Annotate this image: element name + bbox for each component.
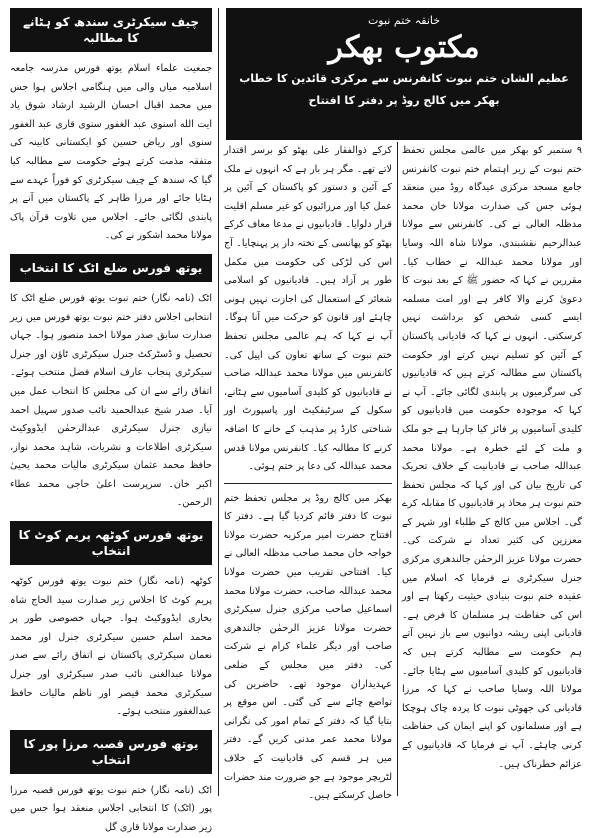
- masthead-subtitle-2: بھکر میں کالج روڈ پر دفتر کا افتتاح: [308, 94, 500, 107]
- middle-column: [224, 142, 392, 802]
- section-heading: چیف سیکرٹری سندھ کو ہٹانے کا مطالبہ: [10, 8, 212, 52]
- section-body: جمعیت علماء اسلام یوتھ فورس مدرسہ جامعہ اسلامیہ میاں والی میں ہنگامی اجلاس ہوا جس میں محمد اقبال احسان الرشید ارشاد شوق یاد ایت الله اسنوی عبد الغفور سنوی قاری عبد الغفور سنوی اور ریاض حسین کو ایکستانی کابینہ کی متفقہ مذمت کرتے ہوئے حکومت سے مطالبہ کیا گیا کہ سندھ کے چیف سیکرٹری کو فوراً عہدے سے ہٹایا جائے اور مرزا طاہر کے پاکستان میں آنے پر پابندی لگائی جائے۔ اجلاس میں تلاوت قرآن پاک مولانا محمد اشکور نے کی۔: [10, 63, 212, 242]
- masthead-title: مکتوب بھکر: [328, 30, 480, 65]
- masthead: [226, 8, 582, 140]
- right-article-body: ۹ ستمبر کو بھکر میں عالمی مجلس تحفظ ختم نبوت کے زیر اہتمام ختم نبوت کانفرنس جامع مسجد مرکزی عیدگاہ روڈ میں منعقد ہوئی جس کی صدارت مولانا خان محمد مدظلہ العالی نے کی۔ کانفرنس سے مولانا عبدالرحیم نقشبندی، مولانا شاہ اللہ وسایا اور مولانا محمد عبداللہ نے خطاب کیا۔ مقررین نے کہا کہ حضور ﷺ کے بعد نبوت کا دعویٰ کرنے والا کافر ہے اور امت مسلمہ ایسے کسی شخص کو برداشت نہیں کرسکتی۔ انہوں نے کہا کہ قادیانی پاکستان کے آئین کو تسلیم نہیں کرتے اور حکومت پاکستان سے مطالبہ کرتے ہیں کہ قادیانیوں کی سرگرمیوں پر پابندی لگائی جائے۔ آپ نے کہا کہ موجودہ حکومت میں قادیانیوں کو کلیدی آسامیوں پر فائز کیا جارہا ہے جو ملک و ملت کے لئے خطرہ ہے۔ مولانا محمد عبداللہ صاحب نے قادیانیت کے خلاف تحریک کی تاریخ بیان کی اور کہا کہ مجلس تحفظ ختم نبوت ہر محاذ پر قادیانیوں کا مقابلہ کرے گی۔ اجلاس میں کالج کے طلباء اور شہر کے معززین کی کثیر تعداد نے شرکت کی۔ حضرت مولانا عزیز الرحمٰن جالندھری مرکزی جنرل سیکرٹری نے فرمایا کہ اسلام میں عقیدہ ختم نبوت بنیادی حیثیت رکھتا ہے اور اس کی حفاظت ہر مسلمان کا فرض ہے۔ قادیانی اپنی ریشہ دوانیوں سے باز نہیں آتے ہم حکومت سے مطالبہ کرتے ہیں کہ قادیانیوں کو کلیدی آسامیوں سے ہٹایا جائے۔ مولانا اللہ وسایا صاحب نے کہا کہ مرزا قادیانی کی جھوٹی نبوت کا پردہ چاک ہوچکا ہے اور مسلمانوں کو اپنے ایمان کی حفاظت کرنی چاہئے۔ آپ نے فرمایا کہ قادیانیوں کے عزائم خطرناک ہیں۔: [402, 145, 582, 770]
- section-body: اٹک (نامہ نگار) ختم نبوت یوتھ فورس ضلع اٹک کا انتخابی اجلاس دفتر ختم نبوت یوتھ فورس میں زیر صدارت سابق صدر مولانا احمد منصور ہوا۔ جہاں تحصیل و ڈسٹرکٹ جنرل سیکرٹری ٹاؤن اور جنرل سیکرٹری پنجاب عارف اسلام فضل منتخب ہوئے۔ اتفاق رائے سے ان کی مجلس کا انتخاب عمل میں آیا۔ صدر شیخ عبدالحمید نائب صدور سہیل احمد نیازی جنرل سیکرٹری عبدالرحمٰن ایڈووکیٹ سیکرٹری اطلاعات و نشریات، شاہد محمد نواز، حافظ محمد عثمان سیکرٹری مالیات محمد یحییٰ اکبر خان۔ سرپرست اعلیٰ حاجی محمد عطاء الرحمن۔: [10, 292, 212, 509]
- middle-article-top: کرکے ذوالفقار علی بھٹو کو برسر اقتدار لاتے تھے۔ مگر ہر بار ہے کہ انہوں نے ملک کے آئین و دستور کو پاکستان کے آئین پر عمل کیا اور مرزائیوں کو غیر مسلم اقلیت قرار دلوایا۔ قادیانیوں نے مدعا معاف کرکے بھٹو کو پھانسی کے تختہ دار پر پہنچایا۔ آج اس کی لڑکی کی حکومت میں مکمل طور پر آزاد ہیں۔ قادیانیوں کو اسلامی شعائر کے استعمال کی اجازت نہیں ہونی چاہئے اور قانون کو حرکت میں آنا ہوگا۔ آپ نے کہا کہ ہم عالمی مجلس تحفظ ختم نبوت کے ساتھ تعاون کی اپیل کی۔ کانفرنس میں مولانا محمد عبداللہ صاحب نے قادیانیوں کو کلیدی آسامیوں سے ہٹانے، سکول کے سرٹیفکیٹ اور پاسپورٹ اور شناختی کارڈ پر مذہب کے خانے کا اضافہ کرنے کا مطالبہ کیا۔ کانفرنس مولانا قدس محمد عبداللہ کی دعا پر ختم ہوئی۔: [224, 145, 392, 473]
- article-divider: [224, 483, 392, 484]
- column-divider: [397, 142, 398, 796]
- masthead-kicker: خانقہ ختم نبوت: [367, 14, 441, 27]
- section-heading: یوتھ فورس کوٹھہ پریم کوٹ کا انتخاب: [10, 521, 212, 565]
- section-body: کوٹھہ (نامہ نگار) ختم نبوت یوتھ فورس کوٹھہ پریم کوٹ کا اجلاس زیر صدارت سید الحاج شاہ بخاری ایڈووکیٹ ہوا۔ جہاں خصوصی طور پر محمد اسلم حسین سیکرٹری جنرل اور محمد نعمان سیکرٹری پاکستان نے اتفاق رائے سے صدر مولانا عبدالغنی نائب صدر سیکرٹری اور جنرل سیکرٹری محمد قیصر اور ناظم مالیات حافظ عبدالغفور منتخب ہوئے۔: [10, 576, 212, 718]
- section-heading: یوتھ فورس قصبہ مرزا پور کا انتخاب: [10, 730, 212, 774]
- right-column: [402, 142, 582, 796]
- column-divider: [218, 8, 219, 796]
- section-heading: یوتھ فورس ضلع اٹک کا انتخاب: [10, 254, 212, 282]
- left-column: [10, 8, 212, 833]
- section-body: اٹک (نامہ نگار) ختم نبوت یوتھ فورس قصبہ مرزا پور (اٹک) کا انتخابی اجلاس منعقد ہوا جس میں زیر صدارت مولانا قاری گل: [10, 784, 212, 833]
- middle-article-bottom: بھکر میں کالج روڈ پر مجلس تحفظ ختم نبوت کا دفتر قائم کردیا گیا ہے۔ دفتر کا افتتاح حضرت امیر مرکزیہ حضرت مولانا خواجہ خان محمد صاحب مدظلہ العالی نے کیا۔ افتتاحی تقریب میں حضرت مولانا محمد عبداللہ صاحب، حضرت مولانا محمد اسماعیل صاحب مرکزی جنرل سیکرٹری حضرت مولانا عزیز الرحمٰن جالندھری صاحب اور دیگر علماء کرام نے شرکت کی۔ دفتر میں مجلس کے ضلعی عہدیداران موجود تھے۔ حاضرین کی تواضع چائے سے کی گئی۔ اس موقع پر بتایا گیا کہ دفتر کے تمام امور کی نگرانی مولانا محمد عمر مدنی کریں گے۔ دفتر میں ہر قسم کی قادیانیت کے خلاف لٹریچر موجود ہے جو ضرورت مند حضرات حاصل کرسکتے ہیں۔: [224, 492, 392, 802]
- masthead-subtitle-1: عظیم الشان ختم نبوت کانفرنس سے مرکزی قائدین کا خطاب: [239, 72, 569, 85]
